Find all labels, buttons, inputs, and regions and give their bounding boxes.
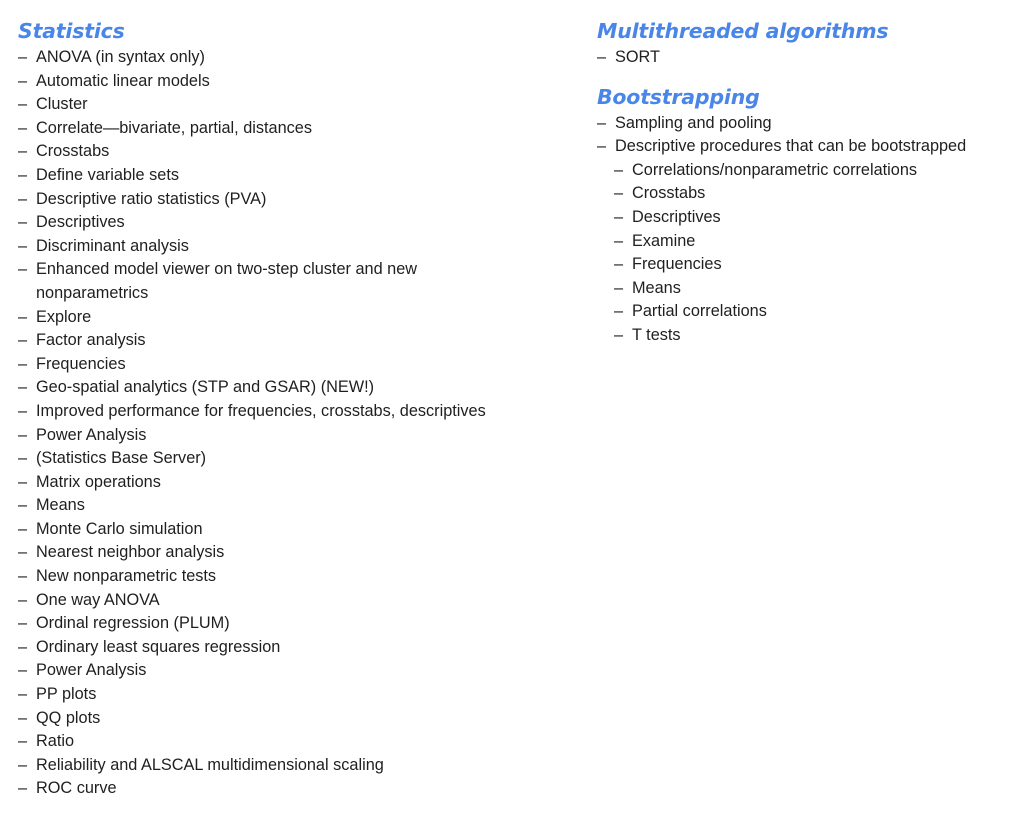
dash-bullet: – [18,354,28,373]
list-item-text: SORT [615,48,660,66]
list-item [18,636,486,660]
dash-bullet: – [18,661,28,680]
list-item [18,494,486,518]
list-item [18,164,486,188]
dash-bullet: – [614,231,624,250]
dash-bullet: – [18,118,28,137]
list-item [18,70,486,94]
list-item [18,471,486,495]
list-item [18,707,486,731]
list-item-text: Partial correlations [632,302,767,321]
dash-bullet: – [18,307,28,326]
sub-list-item [597,206,1017,230]
list-item-text: Frequencies [36,354,126,373]
list-item [18,353,486,377]
dash-bullet: – [18,685,28,704]
list-item-text: T tests [632,325,681,344]
dash-bullet: – [614,160,624,179]
sub-list-item [597,277,1017,301]
list-item-text: Crosstabs [36,142,110,161]
list-item [18,589,486,613]
statistics-column [18,0,578,801]
dash-bullet: – [614,302,624,321]
list-item-text: Automatic linear models [36,71,210,90]
list-item-text: Geo-spatial analytics (STP and GSAR) (NEW!) [36,378,375,397]
list-item-text: Correlate—bivariate, partial, distances [36,118,313,137]
multithreaded-list [597,46,1017,70]
list-item-text: One way ANOVA [36,590,160,609]
right-column [597,0,1017,348]
list-item-text: QQ plots [36,708,101,727]
list-item [18,46,486,70]
dash-bullet: – [18,449,28,468]
statistics-heading: Statistics [18,19,125,43]
dash-bullet: – [614,184,624,203]
dash-bullet: – [18,590,28,609]
dash-bullet: – [18,48,28,66]
dash-bullet: – [18,496,28,515]
list-item [18,659,486,683]
list-item [18,329,486,353]
list-item-text: Factor analysis [36,331,146,350]
list-item-text: Means [632,278,681,297]
dash-bullet: – [18,236,28,255]
list-item-text: Reliability and ALSCAL multidimensional scaling [36,755,384,774]
list-item-text: Ordinary least squares regression [36,637,281,656]
list-item [597,46,1017,70]
list-item [18,188,486,212]
list-item [597,135,1017,159]
dash-bullet: – [18,708,28,727]
list-item-text: ROC curve [36,779,117,798]
dash-bullet: – [18,260,28,279]
multithreaded-heading: Multithreaded algorithms [597,19,889,43]
bootstrapping-heading: Bootstrapping [597,84,760,109]
bootstrapping-list [597,112,1017,348]
list-item [18,754,486,778]
list-item-text: Crosstabs [632,184,706,203]
list-item-text: Descriptive procedures that can be bootstrapped [615,137,967,156]
list-item-text: Frequencies [632,255,722,274]
sub-list-item [597,159,1017,183]
list-item-text: Ratio [36,732,75,751]
statistics-list [18,46,578,801]
list-item [18,730,486,754]
list-item-text: Nearest neighbor analysis [36,543,225,562]
dash-bullet: – [597,137,607,156]
dash-bullet: – [18,543,28,562]
dash-bullet: – [18,401,28,420]
list-item-text: Descriptive ratio statistics (PVA) [36,189,267,208]
list-item [18,424,486,448]
list-item-text: Enhanced model viewer on two-step cluster and new nonparametrics [36,260,418,302]
list-item [597,112,1017,136]
dash-bullet: – [597,48,607,66]
sub-list-item [597,182,1017,206]
dash-bullet: – [614,278,624,297]
list-item-text: (Statistics Base Server) [36,449,207,468]
list-item-text: Cluster [36,95,88,114]
list-item-text: Define variable sets [36,165,179,184]
dash-bullet: – [18,189,28,208]
dash-bullet: – [18,614,28,633]
list-item [18,140,486,164]
dash-bullet: – [18,755,28,774]
list-item-text: Descriptives [36,213,125,232]
list-item [18,400,486,424]
list-item-text: ANOVA (in syntax only) [36,48,205,66]
list-item [18,777,486,801]
dash-bullet: – [18,637,28,656]
list-item-text: Power Analysis [36,425,147,444]
list-item [18,683,486,707]
dash-bullet: – [18,331,28,350]
list-item-text: Matrix operations [36,472,161,491]
dash-bullet: – [18,779,28,798]
list-item-text: PP plots [36,685,97,704]
dash-bullet: – [18,95,28,114]
list-item-text: Correlations/nonparametric correlations [632,160,918,179]
list-item-text: Improved performance for frequencies, crosstabs, descriptives [36,401,486,420]
dash-bullet: – [18,142,28,161]
dash-bullet: – [18,472,28,491]
dash-bullet: – [18,519,28,538]
list-item [18,258,486,305]
sub-list-item [597,324,1017,348]
dash-bullet: – [614,207,624,226]
dash-bullet: – [18,732,28,751]
list-item [18,376,486,400]
dash-bullet: – [18,378,28,397]
dash-bullet: – [18,71,28,90]
list-item [18,211,486,235]
dash-bullet: – [614,255,624,274]
list-item [18,518,486,542]
list-item-text: Examine [632,231,696,250]
dash-bullet: – [18,567,28,586]
list-item [18,235,486,259]
list-item [18,306,486,330]
dash-bullet: – [18,213,28,232]
list-item-text: Descriptives [632,207,721,226]
list-item [18,93,486,117]
list-item-text: Explore [36,307,92,326]
list-item-text: Power Analysis [36,661,147,680]
list-item-text: Means [36,496,85,515]
dash-bullet: – [18,425,28,444]
list-item-text: Sampling and pooling [615,113,772,132]
list-item [18,612,486,636]
list-item [18,447,486,471]
list-item-text: Monte Carlo simulation [36,519,203,538]
list-item-text: Discriminant analysis [36,236,189,255]
list-item [18,541,486,565]
sub-list-item [597,230,1017,254]
dash-bullet: – [614,325,624,344]
sub-list-item [597,300,1017,324]
dash-bullet: – [597,113,607,132]
dash-bullet: – [18,165,28,184]
list-item [18,117,486,141]
sub-list-item [597,253,1017,277]
list-item [18,565,486,589]
list-item-text: New nonparametric tests [36,567,217,586]
list-item-text: Ordinal regression (PLUM) [36,614,230,633]
